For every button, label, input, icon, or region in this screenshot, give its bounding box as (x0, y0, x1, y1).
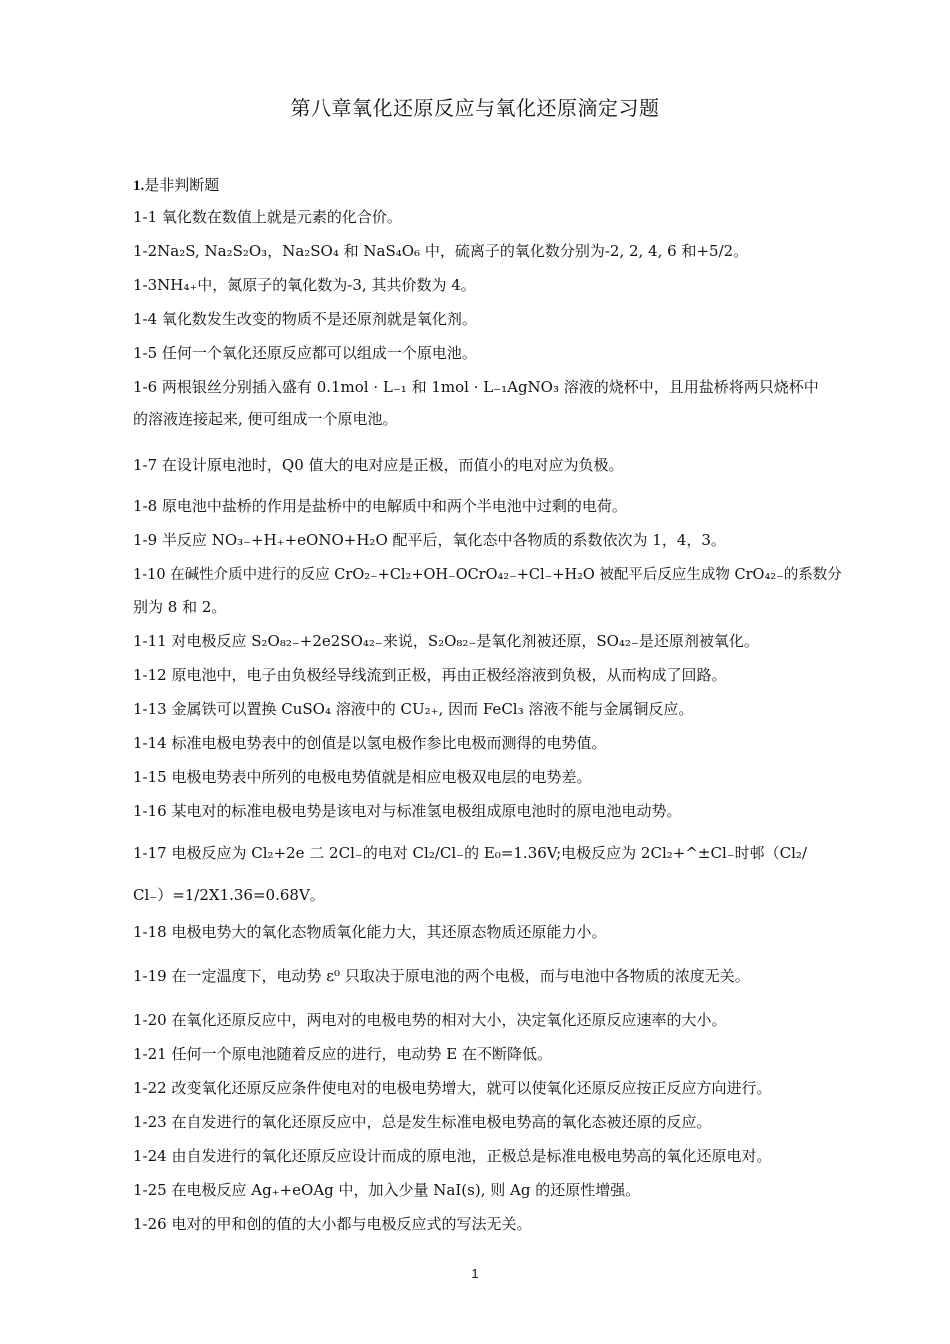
question-1-18: 1-18 电极电势大的氧化态物质氧化能力大，其还原态物质还原能力小。 (133, 923, 607, 941)
section-number: 1. (133, 178, 145, 194)
question-1-6-cont: 的溶液连接起来, 便可组成一个原电池。 (133, 410, 398, 428)
question-1-9: 1-9 半反应 NO₃₋+H₊+eONO+H₂O 配平后，氧化态中各物质的系数依次为 1，4，3。 (133, 531, 726, 549)
question-1-24: 1-24 由自发进行的氧化还原反应设计而成的原电池，正极总是标准电极电势高的氧化还原电对。 (133, 1147, 772, 1165)
question-1-14: 1-14 标准电极电势表中的创值是以氢电极作参比电极而测得的电势值。 (133, 734, 607, 752)
question-1-3: 1-3NH₄₊中，氮原子的氧化数为-3, 其共价数为 4。 (133, 276, 476, 294)
question-1-12: 1-12 原电池中，电子由负极经导线流到正极，再由正极经溶液到负极，从而构成了回路。 (133, 666, 727, 684)
question-1-10: 1-10 在碱性介质中进行的反应 CrO₂₋+Cl₂+OH₋OCrO₄₂₋+Cl₋+H₂O 被配平后反应生成物 CrO₄₂₋的系数分 (133, 567, 842, 583)
question-1-10-cont: 别为 8 和 2。 (133, 598, 227, 616)
section-heading (133, 175, 863, 196)
question-1-8: 1-8 原电池中盐桥的作用是盐桥中的电解质中和两个半电池中过剩的电荷。 (133, 497, 627, 515)
question-1-19: 1-19 在一定温度下，电动势 ε⁰ 只取决于原电池的两个电极，而与电池中各物质的浓度无关。 (133, 967, 750, 985)
question-1-17-cont: Cl₋）=1/2X1.36=0.68V。 (133, 886, 325, 904)
question-1-22: 1-22 改变氧化还原反应条件使电对的电极电势增大，就可以使氧化还原反应按正反应方向进行。 (133, 1079, 772, 1097)
question-1-7: 1-7 在设计原电池时，Q0 值大的电对应是正极，而值小的电对应为负极。 (133, 456, 624, 474)
question-1-17: 1-17 电极反应为 Cl₂+2e 二 2Cl₋的电对 Cl₂/Cl₋的 E₀=1.36V;电极反应为 2Cl₂+^±Cl₋时邨（Cl₂/ (133, 844, 807, 862)
question-1-4: 1-4 氧化数发生改变的物质不是还原剂就是氧化剂。 (133, 310, 477, 328)
section-label: 是非判断题 (144, 176, 220, 194)
question-1-5: 1-5 任何一个氧化还原反应都可以组成一个原电池。 (133, 344, 477, 362)
question-1-2: 1-2Na₂S, Na₂S₂O₃，Na₂SO₄ 和 NaS₄O₆ 中，硫离子的氧化数分别为-2, 2, 4, 6 和+5/2。 (133, 242, 749, 260)
question-1-25: 1-25 在电极反应 Ag₊+eOAg 中，加入少量 NaI(s), 则 Ag 的还原性增强。 (133, 1181, 641, 1199)
question-1-6: 1-6 两根银丝分别插入盛有 0.1mol · L₋₁ 和 1mol · L₋₁AgNO₃ 溶液的烧杯中，且用盐桥将两只烧杯中 (133, 378, 819, 396)
question-1-21: 1-21 任何一个原电池随着反应的进行，电动势 E 在不断降低。 (133, 1045, 552, 1063)
page-number: 1 (471, 1266, 479, 1281)
question-1-23: 1-23 在自发进行的氧化还原反应中，总是发生标准电极电势高的氧化态被还原的反应。 (133, 1113, 712, 1131)
page-title: 第八章氧化还原反应与氧化还原滴定习题 (290, 96, 660, 120)
question-1-26: 1-26 电对的甲和创的值的大小都与电极反应式的写法无关。 (133, 1215, 532, 1233)
question-1-11: 1-11 对电极反应 S₂O₈₂₋+2e2SO₄₂₋来说，S₂O₈₂₋是氧化剂被还原，SO₄₂₋是还原剂被氧化。 (133, 632, 759, 650)
question-1-1: 1-1 氧化数在数值上就是元素的化合价。 (133, 208, 402, 226)
question-1-13: 1-13 金属铁可以置换 CuSO₄ 溶液中的 CU₂₊, 因而 FeCl₃ 溶液不能与金属铜反应。 (133, 700, 694, 718)
question-1-16: 1-16 某电对的标准电极电势是该电对与标准氢电极组成原电池时的原电池电动势。 (133, 802, 682, 820)
question-1-20: 1-20 在氧化还原反应中，两电对的电极电势的相对大小，决定氧化还原反应速率的大小。 (133, 1011, 727, 1029)
question-1-15: 1-15 电极电势表中所列的电极电势值就是相应电极双电层的电势差。 (133, 768, 592, 786)
